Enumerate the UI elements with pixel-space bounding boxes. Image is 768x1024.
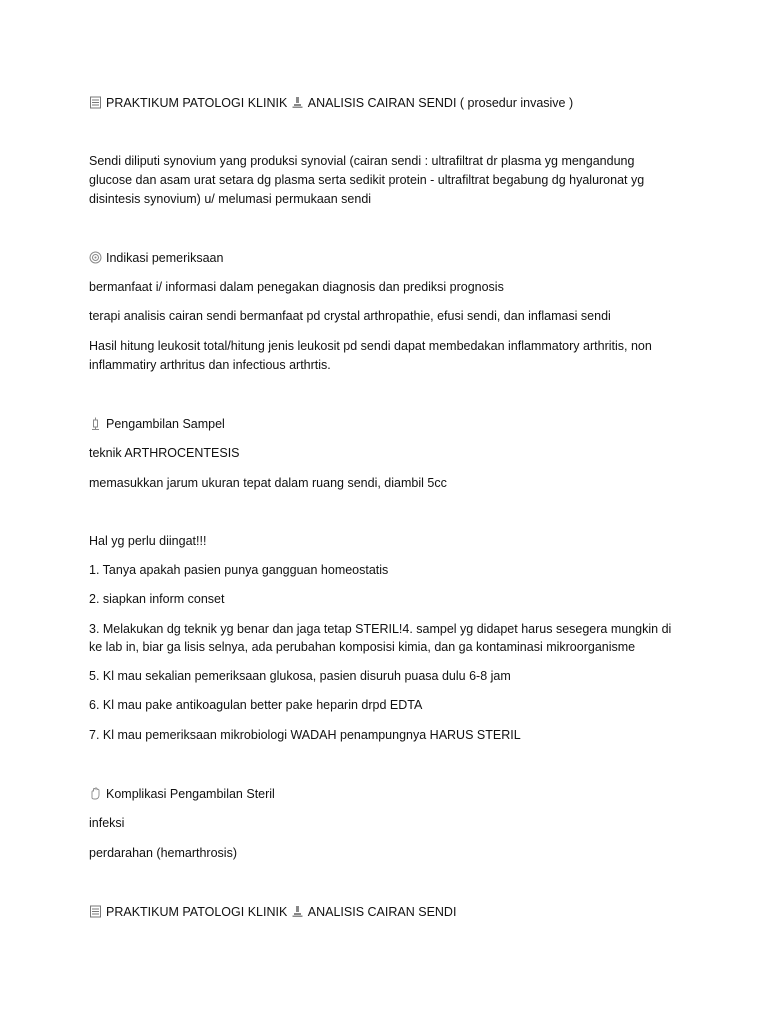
heading2-part2: ANALISIS CAIRAN SENDI: [307, 905, 457, 919]
pengambilan-paragraph-1: teknik ARTHROCENTESIS: [89, 446, 240, 460]
document-heading: [89, 94, 669, 113]
heading-part1: PRAKTIKUM PATOLOGI KLINIK: [106, 96, 288, 110]
komplikasi-paragraph-2: perdarahan (hemarthrosis): [89, 846, 237, 860]
section-title-komplikasi: [89, 785, 669, 804]
section-title-pengambilan: [89, 415, 669, 434]
microscope-icon: [291, 905, 304, 918]
notebook-icon: [89, 905, 102, 918]
reminder-item-3-line-1: 3. Melakukan dg teknik yg benar dan jaga tetap STERIL!4. sampel yg didapet harus sesegera mungkin di: [89, 622, 672, 636]
dart-target-icon: [89, 251, 102, 264]
heading2-part1: PRAKTIKUM PATOLOGI KLINIK: [106, 905, 288, 919]
reminder-title: Hal yg perlu diingat!!!: [89, 534, 207, 548]
komplikasi-title: Komplikasi Pengambilan Steril: [106, 787, 275, 801]
heading-part2: ANALISIS CAIRAN SENDI ( prosedur invasive ): [307, 96, 574, 110]
intro-line-1: Sendi diliputi synovium yang produksi synovial (cairan sendi : ultrafiltrat dr plasma yg mengandung: [89, 154, 635, 168]
komplikasi-paragraph-1: infeksi: [89, 816, 125, 830]
hand-icon: [89, 787, 102, 800]
indikasi-paragraph-1: bermanfaat i/ informasi dalam penegakan diagnosis dan prediksi prognosis: [89, 280, 504, 294]
indikasi-paragraph-3-line-1: Hasil hitung leukosit total/hitung jenis leukosit pd sendi dapat membedakan inflammatory arthritis, non: [89, 339, 652, 353]
section-title-indikasi: [89, 249, 669, 268]
pengambilan-paragraph-2: memasukkan jarum ukuran tepat dalam ruang sendi, diambil 5cc: [89, 476, 447, 490]
reminder-item-2: 2. siapkan inform conset: [89, 592, 225, 606]
notebook-icon: [89, 96, 102, 109]
syringe-icon: [89, 417, 102, 430]
microscope-icon: [291, 96, 304, 109]
document-heading-repeat: [89, 903, 669, 922]
reminder-item-1: 1. Tanya apakah pasien punya gangguan homeostatis: [89, 563, 389, 577]
pengambilan-title: Pengambilan Sampel: [106, 417, 225, 431]
reminder-item-5: 5. Kl mau sekalian pemeriksaan glukosa, pasien disuruh puasa dulu 6-8 jam: [89, 669, 511, 683]
intro-line-3: disintesis synovium) u/ melumasi permukaan sendi: [89, 192, 372, 206]
intro-line-2: glucose dan asam urat setara dg plasma serta sedikit protein - ultrafiltrat begabung dg hyaluronat yg: [89, 173, 645, 187]
indikasi-title: Indikasi pemeriksaan: [106, 251, 224, 265]
indikasi-paragraph-2: terapi analisis cairan sendi bermanfaat pd crystal arthropathie, efusi sendi, dan inflamasi sendi: [89, 309, 611, 323]
reminder-item-7: 7. Kl mau pemeriksaan mikrobiologi WADAH penampungnya HARUS STERIL: [89, 728, 521, 742]
indikasi-paragraph-3-line-2: inflammatiry arthritus dan infectious arthrtis.: [89, 358, 331, 372]
reminder-item-3-line-2: ke lab in, biar ga lisis selnya, ada perubahan komposisi kimia, dan ga kontaminasi mikroorganisme: [89, 640, 636, 654]
reminder-item-6: 6. Kl mau pake antikoagulan better pake heparin drpd EDTA: [89, 698, 423, 712]
